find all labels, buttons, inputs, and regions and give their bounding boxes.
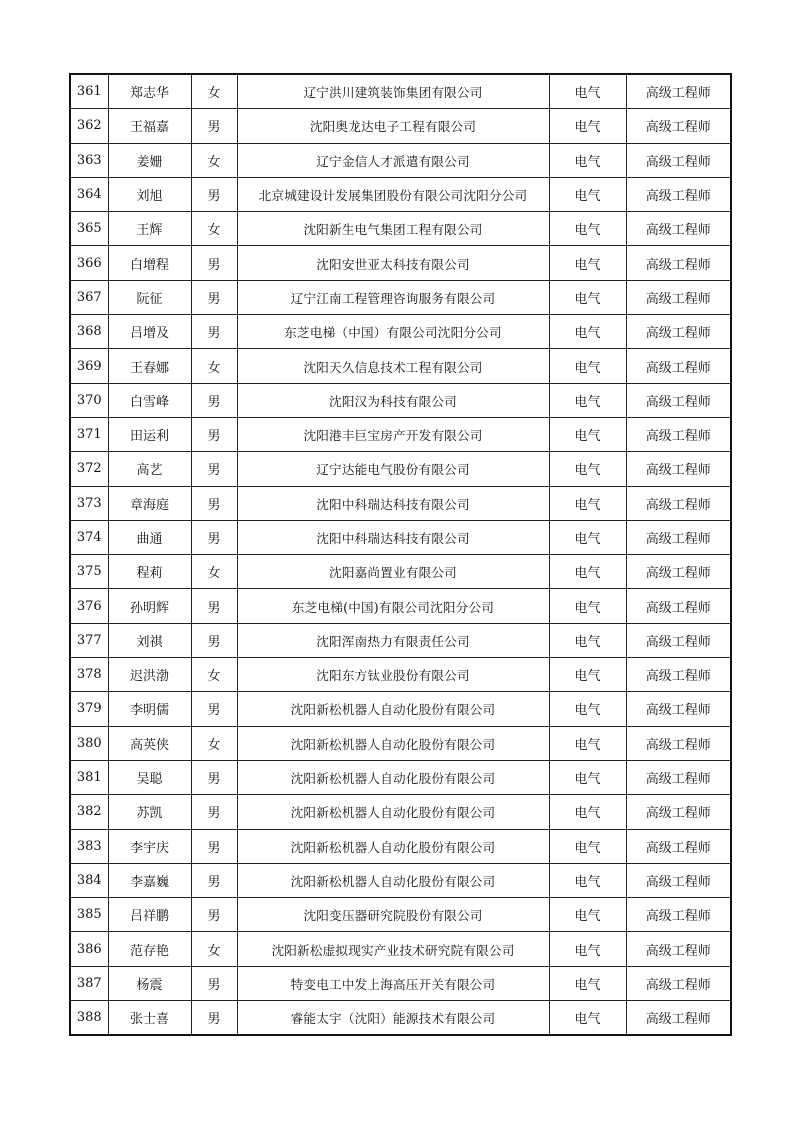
cell-number: 385 bbox=[70, 898, 108, 932]
cell-gender: 男 bbox=[191, 692, 237, 726]
cell-name: 吕祥鹏 bbox=[108, 898, 191, 932]
cell-specialty: 电气 bbox=[549, 658, 626, 692]
table-row bbox=[70, 1001, 731, 1036]
cell-company: 辽宁金信人才派遣有限公司 bbox=[237, 143, 549, 177]
table-row bbox=[70, 589, 731, 623]
cell-number: 369 bbox=[70, 349, 108, 383]
table-row bbox=[70, 383, 731, 417]
cell-specialty: 电气 bbox=[549, 383, 626, 417]
cell-title: 高级工程师 bbox=[626, 898, 731, 932]
cell-name: 刘旭 bbox=[108, 177, 191, 211]
cell-company: 辽宁洪川建筑装饰集团有限公司 bbox=[237, 74, 549, 109]
table-row bbox=[70, 246, 731, 280]
cell-title: 高级工程师 bbox=[626, 1001, 731, 1036]
cell-number: 384 bbox=[70, 863, 108, 897]
cell-title: 高级工程师 bbox=[626, 726, 731, 760]
table-row bbox=[70, 726, 731, 760]
cell-number: 371 bbox=[70, 417, 108, 451]
cell-gender: 男 bbox=[191, 863, 237, 897]
cell-number: 368 bbox=[70, 315, 108, 349]
cell-company: 特变电工中发上海高压开关有限公司 bbox=[237, 966, 549, 1000]
cell-title: 高级工程师 bbox=[626, 452, 731, 486]
table-row bbox=[70, 829, 731, 863]
cell-number: 383 bbox=[70, 829, 108, 863]
table-row bbox=[70, 692, 731, 726]
cell-name: 孙明辉 bbox=[108, 589, 191, 623]
cell-title: 高级工程师 bbox=[626, 589, 731, 623]
cell-company: 东芝电梯（中国）有限公司沈阳分公司 bbox=[237, 315, 549, 349]
cell-number: 370 bbox=[70, 383, 108, 417]
cell-title: 高级工程师 bbox=[626, 246, 731, 280]
cell-gender: 女 bbox=[191, 212, 237, 246]
cell-specialty: 电气 bbox=[549, 589, 626, 623]
cell-specialty: 电气 bbox=[549, 829, 626, 863]
cell-gender: 男 bbox=[191, 589, 237, 623]
cell-name: 高英侠 bbox=[108, 726, 191, 760]
cell-number: 373 bbox=[70, 486, 108, 520]
cell-title: 高级工程师 bbox=[626, 212, 731, 246]
cell-gender: 女 bbox=[191, 726, 237, 760]
cell-gender: 男 bbox=[191, 246, 237, 280]
cell-gender: 男 bbox=[191, 486, 237, 520]
cell-specialty: 电气 bbox=[549, 315, 626, 349]
cell-title: 高级工程师 bbox=[626, 760, 731, 794]
cell-gender: 女 bbox=[191, 932, 237, 966]
table-row bbox=[70, 417, 731, 451]
cell-title: 高级工程师 bbox=[626, 692, 731, 726]
cell-number: 376 bbox=[70, 589, 108, 623]
cell-gender: 女 bbox=[191, 555, 237, 589]
cell-specialty: 电气 bbox=[549, 932, 626, 966]
roster-body bbox=[70, 74, 731, 1035]
cell-specialty: 电气 bbox=[549, 177, 626, 211]
cell-name: 李宇庆 bbox=[108, 829, 191, 863]
cell-gender: 男 bbox=[191, 280, 237, 314]
cell-specialty: 电气 bbox=[549, 520, 626, 554]
cell-specialty: 电气 bbox=[549, 898, 626, 932]
cell-name: 李明儒 bbox=[108, 692, 191, 726]
cell-specialty: 电气 bbox=[549, 863, 626, 897]
cell-name: 白雪峰 bbox=[108, 383, 191, 417]
cell-number: 361 bbox=[70, 74, 108, 109]
cell-company: 辽宁达能电气股份有限公司 bbox=[237, 452, 549, 486]
cell-specialty: 电气 bbox=[549, 760, 626, 794]
table-row bbox=[70, 898, 731, 932]
cell-gender: 男 bbox=[191, 109, 237, 143]
cell-specialty: 电气 bbox=[549, 555, 626, 589]
cell-title: 高级工程师 bbox=[626, 417, 731, 451]
cell-number: 381 bbox=[70, 760, 108, 794]
cell-gender: 男 bbox=[191, 520, 237, 554]
cell-name: 刘祺 bbox=[108, 623, 191, 657]
cell-company: 北京城建设计发展集团股份有限公司沈阳分公司 bbox=[237, 177, 549, 211]
cell-gender: 女 bbox=[191, 658, 237, 692]
cell-name: 杨震 bbox=[108, 966, 191, 1000]
table-row bbox=[70, 520, 731, 554]
cell-title: 高级工程师 bbox=[626, 315, 731, 349]
cell-number: 365 bbox=[70, 212, 108, 246]
table-row bbox=[70, 863, 731, 897]
cell-name: 曲通 bbox=[108, 520, 191, 554]
cell-gender: 女 bbox=[191, 349, 237, 383]
cell-specialty: 电气 bbox=[549, 417, 626, 451]
cell-company: 沈阳新松机器人自动化股份有限公司 bbox=[237, 726, 549, 760]
cell-company: 沈阳安世亚太科技有限公司 bbox=[237, 246, 549, 280]
cell-specialty: 电气 bbox=[549, 280, 626, 314]
cell-company: 沈阳天久信息技术工程有限公司 bbox=[237, 349, 549, 383]
cell-title: 高级工程师 bbox=[626, 486, 731, 520]
cell-gender: 男 bbox=[191, 452, 237, 486]
cell-title: 高级工程师 bbox=[626, 520, 731, 554]
cell-title: 高级工程师 bbox=[626, 109, 731, 143]
cell-company: 沈阳汉为科技有限公司 bbox=[237, 383, 549, 417]
cell-specialty: 电气 bbox=[549, 109, 626, 143]
cell-gender: 男 bbox=[191, 417, 237, 451]
cell-number: 372 bbox=[70, 452, 108, 486]
cell-number: 382 bbox=[70, 795, 108, 829]
cell-specialty: 电气 bbox=[549, 623, 626, 657]
cell-number: 377 bbox=[70, 623, 108, 657]
cell-number: 364 bbox=[70, 177, 108, 211]
table-row bbox=[70, 109, 731, 143]
cell-title: 高级工程师 bbox=[626, 280, 731, 314]
cell-company: 东芝电梯(中国)有限公司沈阳分公司 bbox=[237, 589, 549, 623]
cell-gender: 男 bbox=[191, 383, 237, 417]
cell-specialty: 电气 bbox=[549, 143, 626, 177]
table-row bbox=[70, 623, 731, 657]
cell-name: 阮征 bbox=[108, 280, 191, 314]
cell-specialty: 电气 bbox=[549, 692, 626, 726]
table-row bbox=[70, 452, 731, 486]
cell-name: 高艺 bbox=[108, 452, 191, 486]
cell-company: 睿能太宇（沈阳）能源技术有限公司 bbox=[237, 1001, 549, 1036]
table-row bbox=[70, 658, 731, 692]
cell-title: 高级工程师 bbox=[626, 74, 731, 109]
cell-name: 王辉 bbox=[108, 212, 191, 246]
cell-company: 沈阳浑南热力有限责任公司 bbox=[237, 623, 549, 657]
cell-specialty: 电气 bbox=[549, 795, 626, 829]
table-row bbox=[70, 315, 731, 349]
cell-specialty: 电气 bbox=[549, 74, 626, 109]
cell-gender: 男 bbox=[191, 760, 237, 794]
cell-gender: 男 bbox=[191, 315, 237, 349]
cell-title: 高级工程师 bbox=[626, 966, 731, 1000]
table-row bbox=[70, 760, 731, 794]
cell-name: 王春娜 bbox=[108, 349, 191, 383]
cell-name: 范存艳 bbox=[108, 932, 191, 966]
cell-gender: 男 bbox=[191, 795, 237, 829]
cell-company: 沈阳中科瑞达科技有限公司 bbox=[237, 486, 549, 520]
cell-specialty: 电气 bbox=[549, 486, 626, 520]
cell-title: 高级工程师 bbox=[626, 863, 731, 897]
cell-number: 387 bbox=[70, 966, 108, 1000]
cell-number: 375 bbox=[70, 555, 108, 589]
cell-title: 高级工程师 bbox=[626, 795, 731, 829]
cell-number: 378 bbox=[70, 658, 108, 692]
cell-number: 379 bbox=[70, 692, 108, 726]
table-row bbox=[70, 177, 731, 211]
cell-company: 沈阳新松虚拟现实产业技术研究院有限公司 bbox=[237, 932, 549, 966]
cell-title: 高级工程师 bbox=[626, 383, 731, 417]
table-row bbox=[70, 932, 731, 966]
roster-table bbox=[69, 73, 732, 1036]
cell-company: 沈阳新松机器人自动化股份有限公司 bbox=[237, 692, 549, 726]
cell-name: 章海庭 bbox=[108, 486, 191, 520]
cell-name: 吕增及 bbox=[108, 315, 191, 349]
cell-specialty: 电气 bbox=[549, 726, 626, 760]
cell-company: 沈阳东方钛业股份有限公司 bbox=[237, 658, 549, 692]
cell-specialty: 电气 bbox=[549, 212, 626, 246]
cell-gender: 女 bbox=[191, 143, 237, 177]
cell-title: 高级工程师 bbox=[626, 349, 731, 383]
cell-number: 362 bbox=[70, 109, 108, 143]
cell-number: 363 bbox=[70, 143, 108, 177]
cell-title: 高级工程师 bbox=[626, 555, 731, 589]
cell-specialty: 电气 bbox=[549, 349, 626, 383]
table-row bbox=[70, 966, 731, 1000]
cell-company: 沈阳新松机器人自动化股份有限公司 bbox=[237, 829, 549, 863]
table-row bbox=[70, 280, 731, 314]
cell-company: 沈阳新松机器人自动化股份有限公司 bbox=[237, 760, 549, 794]
table-row bbox=[70, 143, 731, 177]
cell-name: 王福嘉 bbox=[108, 109, 191, 143]
cell-number: 374 bbox=[70, 520, 108, 554]
cell-company: 沈阳中科瑞达科技有限公司 bbox=[237, 520, 549, 554]
cell-number: 367 bbox=[70, 280, 108, 314]
table-row bbox=[70, 555, 731, 589]
cell-company: 沈阳新松机器人自动化股份有限公司 bbox=[237, 795, 549, 829]
cell-company: 辽宁江南工程管理咨询服务有限公司 bbox=[237, 280, 549, 314]
cell-name: 程莉 bbox=[108, 555, 191, 589]
cell-name: 苏凯 bbox=[108, 795, 191, 829]
cell-name: 姜姗 bbox=[108, 143, 191, 177]
cell-gender: 男 bbox=[191, 623, 237, 657]
cell-number: 380 bbox=[70, 726, 108, 760]
cell-specialty: 电气 bbox=[549, 1001, 626, 1036]
cell-company: 沈阳变压器研究院股份有限公司 bbox=[237, 898, 549, 932]
cell-gender: 男 bbox=[191, 966, 237, 1000]
cell-name: 迟洪渤 bbox=[108, 658, 191, 692]
cell-gender: 男 bbox=[191, 898, 237, 932]
table-row bbox=[70, 486, 731, 520]
cell-number: 366 bbox=[70, 246, 108, 280]
cell-gender: 男 bbox=[191, 177, 237, 211]
cell-specialty: 电气 bbox=[549, 246, 626, 280]
cell-specialty: 电气 bbox=[549, 452, 626, 486]
table-row bbox=[70, 74, 731, 109]
cell-name: 白增程 bbox=[108, 246, 191, 280]
table-row bbox=[70, 795, 731, 829]
cell-name: 田运利 bbox=[108, 417, 191, 451]
cell-title: 高级工程师 bbox=[626, 177, 731, 211]
cell-company: 沈阳新生电气集团工程有限公司 bbox=[237, 212, 549, 246]
cell-company: 沈阳嘉尚置业有限公司 bbox=[237, 555, 549, 589]
cell-title: 高级工程师 bbox=[626, 143, 731, 177]
cell-title: 高级工程师 bbox=[626, 623, 731, 657]
cell-gender: 女 bbox=[191, 74, 237, 109]
cell-gender: 男 bbox=[191, 1001, 237, 1036]
cell-specialty: 电气 bbox=[549, 966, 626, 1000]
cell-gender: 男 bbox=[191, 829, 237, 863]
cell-company: 沈阳新松机器人自动化股份有限公司 bbox=[237, 863, 549, 897]
cell-title: 高级工程师 bbox=[626, 658, 731, 692]
cell-company: 沈阳奥龙达电子工程有限公司 bbox=[237, 109, 549, 143]
cell-number: 388 bbox=[70, 1001, 108, 1036]
cell-title: 高级工程师 bbox=[626, 932, 731, 966]
cell-title: 高级工程师 bbox=[626, 829, 731, 863]
cell-company: 沈阳港丰巨宝房产开发有限公司 bbox=[237, 417, 549, 451]
cell-name: 李嘉巍 bbox=[108, 863, 191, 897]
table-row bbox=[70, 349, 731, 383]
cell-name: 郑志华 bbox=[108, 74, 191, 109]
cell-number: 386 bbox=[70, 932, 108, 966]
cell-name: 吴聪 bbox=[108, 760, 191, 794]
cell-name: 张士喜 bbox=[108, 1001, 191, 1036]
table-row bbox=[70, 212, 731, 246]
